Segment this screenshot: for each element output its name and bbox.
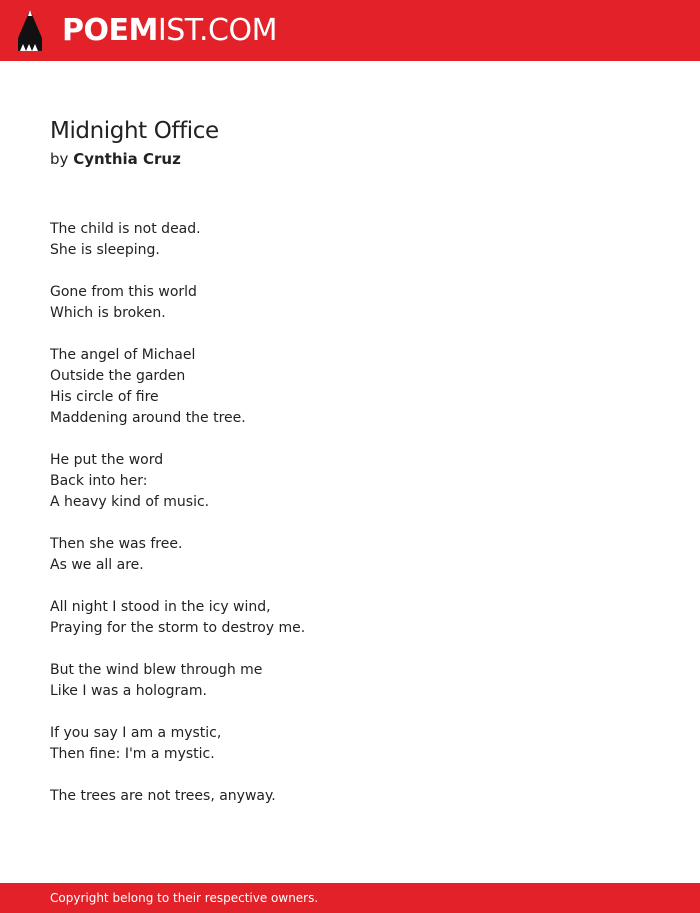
site-footer [0,883,700,913]
copyright-text: Copyright belong to their respective owners. [50,891,319,905]
poem-line: He put the word [50,452,164,468]
poem-line: But the wind blew through me [50,662,263,678]
poem-line: Outside the garden [50,368,186,384]
poem-line: Then fine: I'm a mystic. [50,746,215,762]
poem-line: His circle of fire [50,389,159,405]
poem-line: If you say I am a mystic, [50,725,222,741]
poem-stanza [50,660,650,702]
logo-text-bold: POEM [62,13,158,48]
poem-stanza [50,534,650,576]
poem-body [50,219,650,828]
poem-line: The child is not dead. [50,221,201,237]
poem-title: Midnight Office [50,118,219,144]
poem-line: Then she was free. [50,536,183,552]
site-header [0,0,700,61]
poem-line: Praying for the storm to destroy me. [50,620,306,636]
poem-line: All night I stood in the icy wind, [50,599,271,615]
by-label: by [50,150,69,168]
poem-line: She is sleeping. [50,242,160,258]
author-name: Cynthia Cruz [73,150,181,168]
poem-line: The angel of Michael [50,347,196,363]
pencil-tip-icon [18,10,42,51]
poem-line: A heavy kind of music. [50,494,210,510]
poem-stanza [50,450,650,513]
poem-line: Which is broken. [50,305,166,321]
poem-line: Gone from this world [50,284,197,300]
site-logo[interactable] [62,13,277,49]
poem-stanza [50,345,650,429]
poem-stanza [50,786,650,807]
poem-line: As we all are. [50,557,144,573]
poem-line: Back into her: [50,473,148,489]
poem-stanza [50,219,650,261]
poem-line: The trees are not trees, anyway. [50,788,276,804]
poem-line: Maddening around the tree. [50,410,246,426]
byline [50,148,181,170]
poem-stanza [50,282,650,324]
poem-stanza [50,597,650,639]
poem-stanza [50,723,650,765]
logo-text-light: IST.COM [157,13,277,48]
poem-line: Like I was a hologram. [50,683,207,699]
